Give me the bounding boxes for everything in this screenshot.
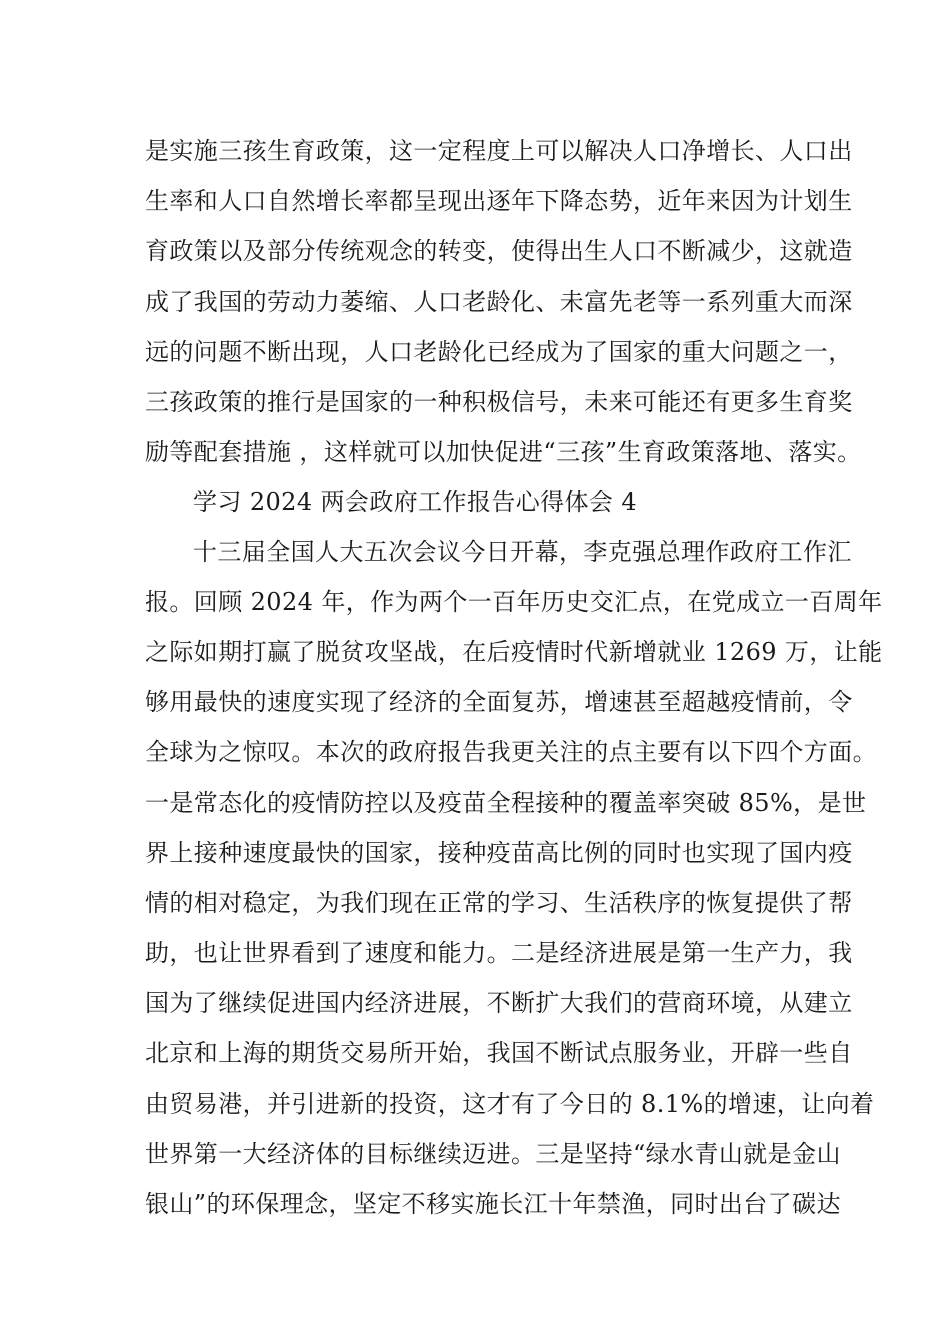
body-text-line: 之际如期打赢了脱贫攻坚战，在后疫情时代新增就业 1269 万，让能 (145, 638, 883, 666)
body-text-line: 界上接种速度最快的国家，接种疫苗高比例的同时也实现了国内疫 (145, 839, 853, 867)
body-text-line: 北京和上海的期货交易所开始，我国不断试点服务业，开辟一些自 (145, 1039, 853, 1067)
body-text-line: 远的问题不断出现，人口老龄化已经成为了国家的重大问题之一， (145, 338, 853, 366)
section-heading: 学习 2024 两会政府工作报告心得体会 4 (193, 488, 638, 516)
body-text-line: 励等配套措施 ，这样就可以加快促进“三孩”生育政策落地、落实。 (145, 438, 862, 466)
body-text-line: 世界第一大经济体的目标继续迈进。三是坚持“绿水青山就是金山 (145, 1140, 841, 1168)
body-text-line: 够用最快的速度实现了经济的全面复苏，增速甚至超越疫情前，令 (145, 688, 853, 716)
body-text-line: 一是常态化的疫情防控以及疫苗全程接种的覆盖率突破 85%，是世 (145, 789, 867, 817)
body-text-line: 国为了继续促进国内经济进展，不断扩大我们的营商环境，从建立 (145, 989, 853, 1017)
body-text-line: 报。回顾 2024 年，作为两个一百年历史交汇点，在党成立一百周年 (145, 588, 883, 616)
body-text-line: 三孩政策的推行是国家的一种积极信号，未来可能还有更多生育奖 (145, 388, 853, 416)
body-text-line: 生率和人口自然增长率都呈现出逐年下降态势，近年来因为计划生 (145, 187, 853, 215)
paragraph-first-line: 十三届全国人大五次会议今日开幕，李克强总理作政府工作汇 (193, 538, 852, 566)
body-text-line: 全球为之惊叹。本次的政府报告我更关注的点主要有以下四个方面。 (145, 738, 877, 766)
body-text-line: 助，也让世界看到了速度和能力。二是经济进展是第一生产力，我 (145, 939, 853, 967)
body-text-line: 银山”的环保理念，坚定不移实施长江十年禁渔，同时出台了碳达 (145, 1190, 841, 1218)
body-text-line: 育政策以及部分传统观念的转变，使得出生人口不断减少，这就造 (145, 237, 853, 265)
body-text-line: 情的相对稳定，为我们现在正常的学习、生活秩序的恢复提供了帮 (145, 889, 853, 917)
body-text-line: 是实施三孩生育政策，这一定程度上可以解决人口净增长、人口出 (145, 137, 853, 165)
body-text-line: 成了我国的劳动力萎缩、人口老龄化、未富先老等一系列重大而深 (145, 288, 853, 316)
body-text-line: 由贸易港，并引进新的投资，这才有了今日的 8.1%的增速，让向着 (145, 1090, 875, 1118)
